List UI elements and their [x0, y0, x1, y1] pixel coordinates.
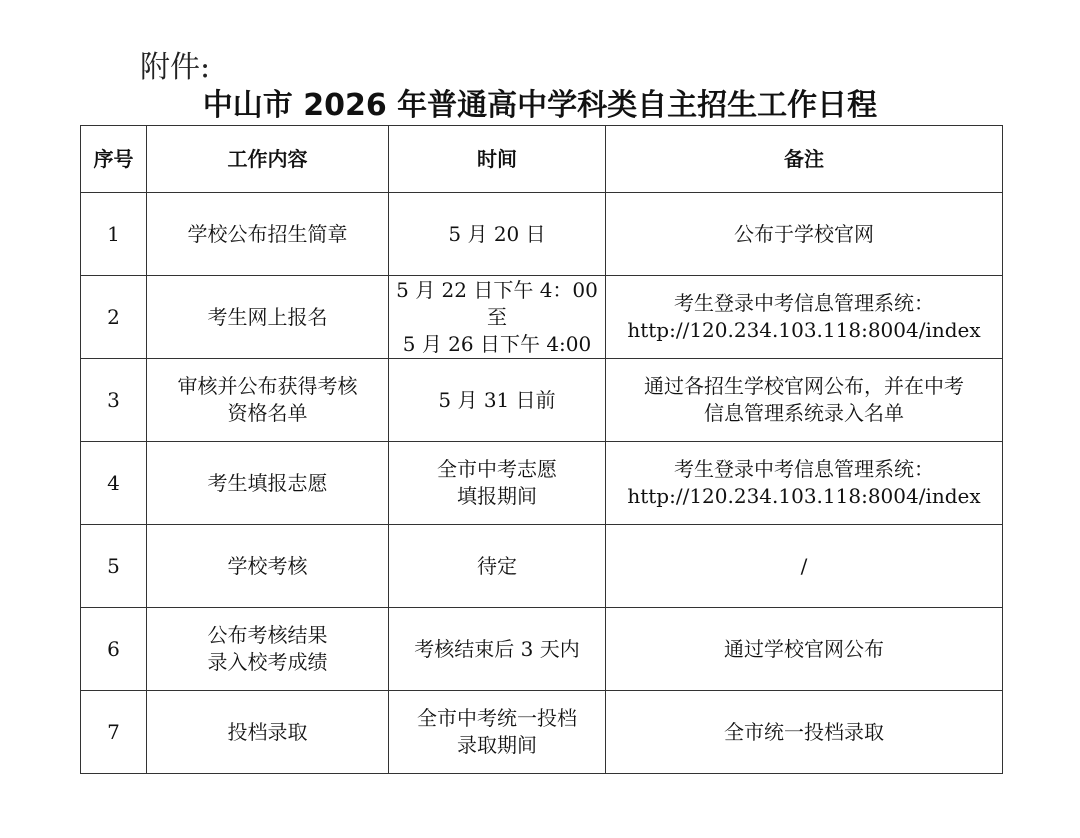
cell-note-line: http://120.234.103.118:8004/index: [627, 484, 981, 508]
cell-time-line: 待定: [477, 553, 517, 578]
cell-time-line: 5 月 22 日下午 4：00: [396, 277, 598, 302]
document-title: 中山市 2026 年普通高中学科类自主招生工作日程: [202, 88, 878, 123]
header-note: 备注: [606, 126, 1003, 193]
table-row: [81, 359, 1003, 442]
cell-note-line: 通过学校官网公布: [724, 636, 884, 661]
table-row: [81, 193, 1003, 276]
cell-task: [147, 608, 389, 691]
table-row: [81, 691, 1003, 774]
table-body: [81, 193, 1003, 774]
cell-task-line: 考生网上报名: [207, 304, 328, 329]
schedule-table: [80, 125, 1003, 774]
cell-task-line: 学校考核: [227, 553, 308, 578]
cell-note: [606, 691, 1003, 774]
cell-note: [606, 442, 1003, 525]
cell-index: 1: [81, 193, 147, 276]
cell-index: 3: [81, 359, 147, 442]
cell-note-line: 信息管理系统录入名单: [704, 401, 904, 425]
cell-time-line: 5 月 31 日前: [438, 387, 556, 412]
cell-time: [389, 359, 606, 442]
cell-note-line: 考生登录中考信息管理系统：: [674, 457, 934, 481]
cell-note: [606, 193, 1003, 276]
cell-time: [389, 193, 606, 276]
cell-note-line: /: [800, 553, 808, 578]
cell-time-line: 至: [487, 304, 507, 329]
cell-index: 6: [81, 608, 147, 691]
cell-index: 5: [81, 525, 147, 608]
cell-task-line: 投档录取: [227, 719, 308, 744]
cell-time-line: 5 月 20 日: [448, 221, 546, 246]
cell-time-line: 录取期间: [457, 733, 537, 757]
cell-task: [147, 442, 389, 525]
cell-task: [147, 525, 389, 608]
cell-task-line: 审核并公布获得考核: [177, 374, 358, 398]
attachment-label: 附件:: [140, 50, 211, 85]
table-row: [81, 276, 1003, 359]
cell-time: [389, 525, 606, 608]
cell-task: [147, 691, 389, 774]
cell-index: 4: [81, 442, 147, 525]
cell-index: 7: [81, 691, 147, 774]
table-header-row: [81, 126, 1003, 193]
cell-task: [147, 276, 389, 359]
cell-note-line: 通过各招生学校官网公布，并在中考: [644, 374, 964, 398]
cell-task-line: 学校公布招生简章: [187, 221, 348, 246]
table-row: [81, 442, 1003, 525]
cell-note-line: 全市统一投档录取: [724, 719, 884, 744]
cell-time: [389, 276, 606, 359]
cell-task-line: 考生填报志愿: [207, 470, 328, 495]
cell-time-line: 全市中考志愿: [437, 457, 557, 481]
cell-time: [389, 442, 606, 525]
cell-note-line: http://120.234.103.118:8004/index: [627, 318, 981, 342]
cell-time-line: 5 月 26 日下午 4:00: [402, 331, 592, 356]
cell-time: [389, 691, 606, 774]
cell-index: 2: [81, 276, 147, 359]
cell-time: [389, 608, 606, 691]
header-index: 序号: [81, 126, 147, 193]
cell-note: [606, 525, 1003, 608]
cell-note-line: 公布于学校官网: [734, 221, 874, 246]
cell-note-line: 考生登录中考信息管理系统：: [674, 291, 934, 315]
cell-task-line: 资格名单: [227, 401, 308, 425]
header-task: 工作内容: [147, 126, 389, 193]
table-row: [81, 525, 1003, 608]
cell-task: [147, 359, 389, 442]
cell-note: [606, 276, 1003, 359]
header-time: 时间: [389, 126, 606, 193]
cell-time-line: 填报期间: [457, 484, 537, 508]
cell-task-line: 公布考核结果: [207, 623, 328, 647]
table-row: [81, 608, 1003, 691]
cell-time-line: 考核结束后 3 天内: [414, 636, 580, 661]
cell-task-line: 录入校考成绩: [207, 650, 328, 674]
cell-time-line: 全市中考统一投档: [417, 706, 577, 730]
cell-task: [147, 193, 389, 276]
cell-note: [606, 608, 1003, 691]
cell-note: [606, 359, 1003, 442]
